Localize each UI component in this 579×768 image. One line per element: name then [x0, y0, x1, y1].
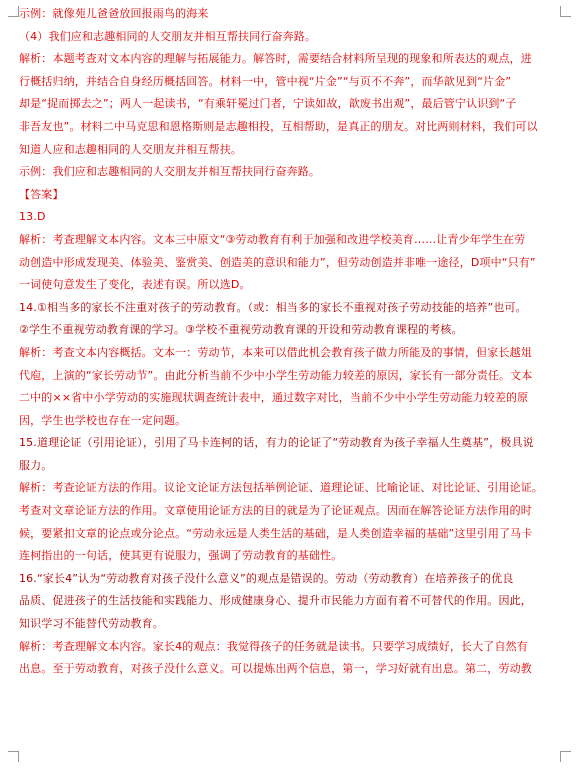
text-line: 非吾友也”。材料二中马克思和恩格斯则是志趣相投，互相帮助，是真正的朋友。对比两则材料，我们可以 — [19, 119, 538, 133]
text-line: 解析：本题考查对文本内容的理解与拓展能力。解答时，需要结合材料所呈现的现象和所表达的观点，进 — [19, 52, 532, 66]
text-line: 解析：考查文本内容概括。文本一：劳动节，本来可以借此机会教育孩子做力所能及的事情，但家长越俎 — [19, 345, 532, 359]
text-line: 动创造中形成发现美、体验美、鉴赏美、创造美的意识和能力”，但劳动创造并非唯一途径，D项中“只有” — [19, 255, 536, 269]
text-line: 连柯指出的一句话，使其更有说服力，强调了劳动教育的基础性。 — [19, 549, 343, 563]
text-line: 一词使句意发生了变化，表述有误。所以选D。 — [19, 278, 251, 292]
text-line: 14.①相当多的家长不注重对孩子的劳动教育。（或：相当多的家长不重视对孩子劳动技能的培养”也可。 — [19, 300, 527, 314]
text-line: 却是“捉而掷去之”；两人一起读书，“有乘轩冕过门者，宁读如故，歆废书出观”，最后管宁认识到“子 — [19, 97, 517, 111]
text-line: 【答案】 — [19, 187, 64, 201]
text-line: 解析：考查论证方法的作用。议论文论证方法包括举例论证、道理论证、比喻论证、对比论证、引用论证。 — [19, 481, 544, 495]
text-line: 服力。 — [19, 458, 53, 472]
text-line: 候，要紧扣文章的论点或分论点。“劳动永远是人类生活的基础，是人类创造幸福的基础”这里引用了马卡 — [19, 526, 533, 540]
text-line: 出息。至于劳动教育，对孩子没什么意义。可以提炼出两个信息，第一，学习好就有出息。第二，劳动教 — [19, 662, 532, 676]
page-corner-mark — [8, 751, 19, 762]
text-line: 因，学生也学校也存在一定问题。 — [19, 413, 187, 427]
page-corner-mark — [8, 6, 19, 17]
text-line: 示例：我们应和志趣相同的人交朋友并相互帮扶同行奋奔路。 — [19, 165, 321, 179]
text-line: 代庖，上演的“家长劳动节”。由此分析当前不少中小学生劳动能力较差的原因，家长有一部分责任。文本 — [19, 368, 533, 382]
text-line: 解析：考查理解文本内容。家长4的观点：我觉得孩子的任务就是读书。只要学习成绩好，长大了自然有 — [19, 639, 528, 653]
document-body — [19, 3, 560, 681]
page-corner-mark — [560, 751, 571, 762]
text-line: 示例：就像苑儿爸爸放回报雨鸟的海来 — [19, 7, 209, 20]
page-corner-mark — [560, 6, 571, 17]
text-line: 品质、促进孩子的生活技能和实践能力、形成健康身心、提升市民能力方面有着不可替代的作用。因此， — [19, 594, 532, 608]
text-line: 15.道理论证（引用论证），引用了马卡连柯的话，有力的论证了“劳动教育为孩子幸福人生奠基”，极具说 — [19, 436, 534, 450]
text-line: 解析：考查理解文本内容。文本三中原文“③劳动教育有利于加强和改进学校美育……让青少年学生在劳 — [19, 232, 526, 246]
text-line: ②学生不重视劳动教育课的学习。③学校不重视劳动教育课的开设和劳动教育课程的考核。 — [19, 323, 463, 337]
text-line: 行概括归纳，并结合自身经历概括回答。材料一中，管中视“片金”“与页不不奔”，而华歆见到“片金” — [19, 74, 512, 88]
text-line: 知识学习不能替代劳动教育。 — [19, 617, 164, 631]
text-line: 16.“家长4”认为“劳动教育对孩子没什么意义”的观点是错误的。劳动（劳动教育）在培养孩子的优良 — [19, 571, 514, 585]
text-line: 考查对文章论证方法的作用。文章使用论证方法的目的就是为了论证观点。因而在解答论证方法作用的时 — [19, 504, 532, 518]
text-line: （4）我们应和志趣相同的人交朋友并相互帮扶同行奋奔路。 — [19, 29, 317, 43]
text-line: 二中的××省中小学劳动的实施现状调查统计表中，通过数字对比，当前不少中小学生劳动能力较差的原 — [19, 391, 529, 405]
text-line: 知道人应和志趣相同的人交朋友并相互帮扶。 — [19, 142, 242, 156]
text-line: 13.D — [19, 210, 46, 224]
